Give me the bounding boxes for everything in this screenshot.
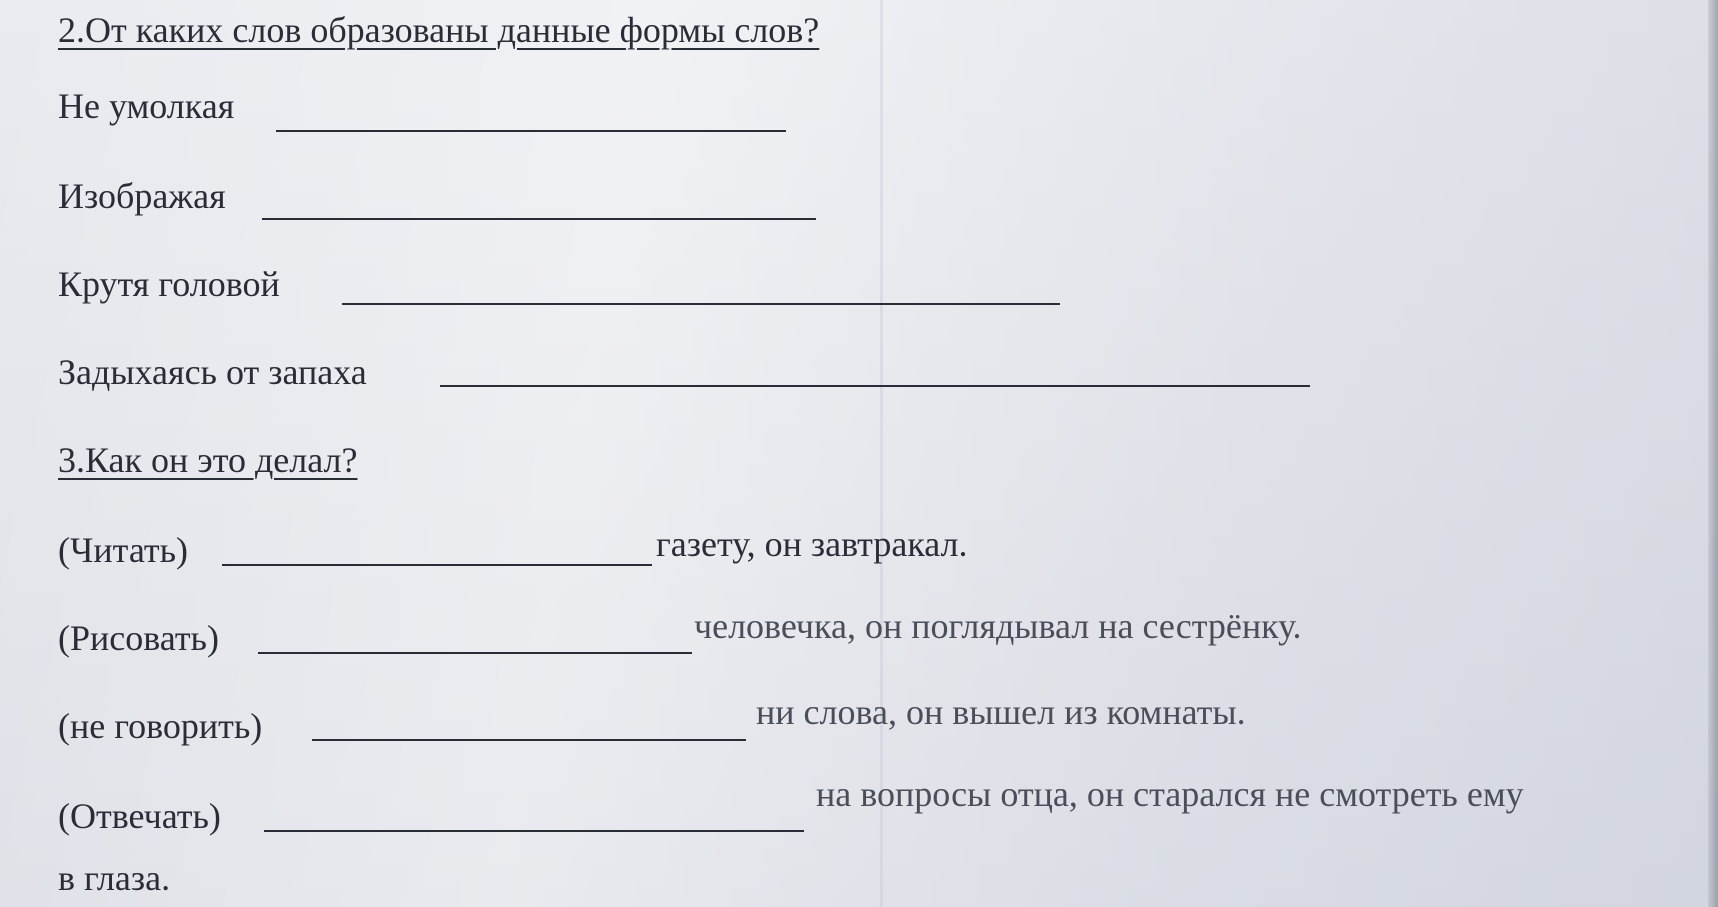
task2-item-4-label: Задыхаясь от запаха	[58, 352, 367, 392]
task3-item-2-answer-line[interactable]	[258, 652, 692, 654]
task2-item-2-answer-line[interactable]	[262, 218, 816, 220]
task3-item-1-prompt: (Читать)	[58, 530, 189, 570]
task3-item-1-answer-line[interactable]	[222, 564, 652, 566]
task3-item-3-continuation: ни слова, он вышел из комнаты.	[756, 692, 1246, 732]
paper-edge-shadow	[1708, 0, 1718, 907]
task3-item-3-prompt: (не говорить)	[58, 706, 263, 746]
task3-item-4-answer-line[interactable]	[264, 830, 804, 832]
task3-item-2-continuation: человечка, он поглядывал на сестрёнку.	[694, 606, 1302, 646]
task2-item-3-label: Крутя головой	[58, 264, 280, 304]
task2-item-1-answer-line[interactable]	[276, 130, 786, 132]
task2-heading: 2.От каких слов образованы данные формы слов?	[58, 10, 820, 50]
task2-item-2-label: Изображая	[58, 176, 226, 216]
task3-item-4-prompt: (Отвечать)	[58, 796, 221, 836]
task3-item-4-wrap: в глаза.	[58, 858, 171, 898]
task3-item-2-prompt: (Рисовать)	[58, 618, 219, 658]
task3-item-1-continuation: газету, он завтракал.	[656, 524, 968, 564]
task2-item-3-answer-line[interactable]	[342, 303, 1060, 305]
task2-item-1-label: Не умолкая	[58, 86, 235, 126]
paper-fold	[880, 0, 883, 907]
task3-item-4-continuation: на вопросы отца, он старался не смотреть ему	[816, 774, 1524, 814]
task3-heading: 3.Как он это делал?	[58, 440, 358, 480]
task2-item-4-answer-line[interactable]	[440, 385, 1310, 387]
task3-item-3-answer-line[interactable]	[312, 739, 746, 741]
